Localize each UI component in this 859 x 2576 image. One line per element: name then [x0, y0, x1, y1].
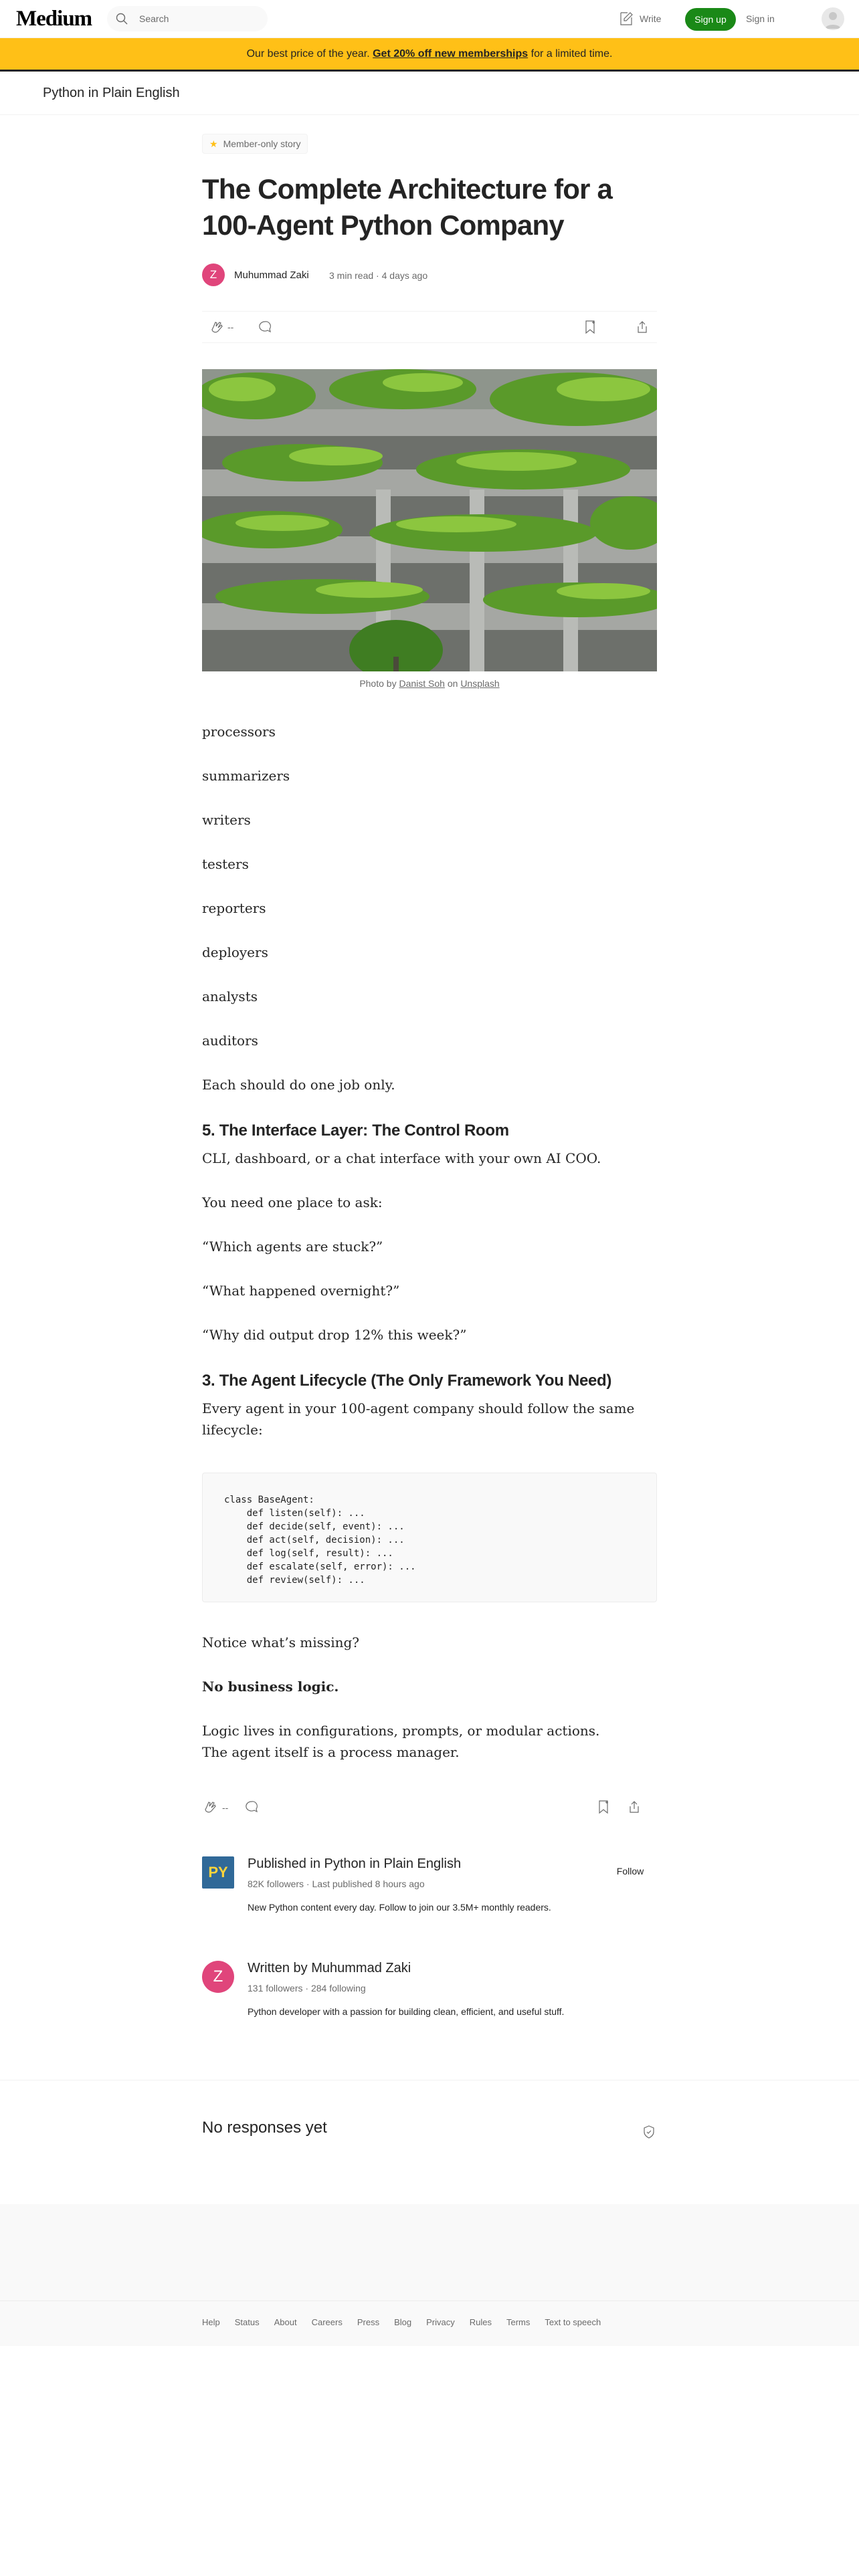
footer-link-tts[interactable]: Text to speech: [545, 2317, 601, 2327]
follow-button[interactable]: Follow: [616, 1866, 644, 1876]
role-item: analysts: [202, 988, 258, 1004]
meta-separator: ·: [304, 1879, 312, 1889]
author-name[interactable]: Muhummad Zaki: [234, 270, 309, 281]
share-icon[interactable]: [634, 319, 650, 335]
section-heading: 5. The Interface Layer: The Control Room: [202, 1121, 509, 1140]
quote-line: “Which agents are stuck?”: [202, 1239, 383, 1255]
paragraph: Every agent in your 100-agent company should follow the same lifecycle:: [202, 1400, 635, 1438]
quote-line: “What happened overnight?”: [202, 1283, 400, 1299]
article-title: The Complete Architecture for a 100-Agent Python Company: [202, 173, 613, 241]
unsplash-link[interactable]: Unsplash: [460, 678, 500, 689]
footer-link-privacy[interactable]: Privacy: [426, 2317, 455, 2327]
promo-suffix: for a limited time.: [528, 48, 613, 60]
promo-link[interactable]: Get 20% off new memberships: [373, 48, 529, 60]
article-action-bar: [202, 311, 657, 343]
bookmark-icon[interactable]: [595, 1799, 611, 1815]
publication-name[interactable]: Python in Plain English: [43, 86, 180, 100]
footer-link-status[interactable]: Status: [234, 2317, 260, 2327]
shield-icon[interactable]: [641, 2124, 657, 2140]
footer-link-careers[interactable]: Careers: [311, 2317, 343, 2327]
paragraph: Notice what’s missing?: [202, 1634, 359, 1650]
clap-count: --: [227, 322, 234, 332]
paragraph: CLI, dashboard, or a chat interface with your own AI COO.: [202, 1150, 601, 1166]
role-item: writers: [202, 812, 251, 828]
role-item: testers: [202, 856, 249, 872]
publication-logo[interactable]: PY: [202, 1856, 234, 1889]
comment-icon[interactable]: [257, 319, 273, 335]
footer-link-rules[interactable]: Rules: [469, 2317, 492, 2327]
author-card-title[interactable]: Written by Muhummad Zaki: [248, 1961, 411, 1975]
clap-count: --: [222, 1802, 229, 1813]
author-followers[interactable]: 131 followers: [248, 1983, 303, 1994]
clap-icon[interactable]: [209, 319, 225, 335]
footer: [0, 2300, 859, 2346]
role-item: reporters: [202, 900, 266, 916]
hero-image: [202, 369, 657, 671]
footer-link-about[interactable]: About: [274, 2317, 297, 2327]
author-description: Python developer with a passion for building clean, efficient, and useful stuff.: [248, 2006, 565, 2017]
quote-line: “Why did output drop 12% this week?”: [202, 1327, 467, 1343]
publication-bar: [0, 72, 859, 115]
article-meta: [329, 270, 427, 281]
medium-logo[interactable]: Medium: [16, 7, 92, 31]
paragraph: Logic lives in configurations, prompts, or modular actions.: [202, 1723, 600, 1739]
author-card-avatar[interactable]: Z: [202, 1961, 234, 1993]
promo-prefix: Our best price of the year.: [246, 48, 373, 60]
role-item: processors: [202, 724, 276, 740]
footer-link-help[interactable]: Help: [202, 2317, 220, 2327]
meta-separator: ·: [373, 270, 382, 281]
footer-links: [202, 2317, 601, 2327]
responses-title: No responses yet: [202, 2119, 327, 2137]
bookmark-icon[interactable]: [582, 319, 598, 335]
author-card: [202, 1961, 657, 2041]
publication-description: New Python content every day. Follow to join our 3.5M+ monthly readers.: [248, 1902, 551, 1913]
paragraph: Each should do one job only.: [202, 1077, 395, 1093]
author-following[interactable]: 284 following: [310, 1983, 366, 1994]
footer-link-press[interactable]: Press: [357, 2317, 380, 2327]
publication-card-title[interactable]: Published in Python in Plain English: [248, 1856, 462, 1871]
publication-followers[interactable]: 82K followers: [248, 1879, 304, 1889]
clap-icon[interactable]: [202, 1799, 218, 1815]
paragraph: The agent itself is a process manager.: [202, 1744, 460, 1760]
caption-prefix: Photo by: [359, 678, 399, 689]
role-item: summarizers: [202, 768, 290, 784]
role-item: auditors: [202, 1033, 258, 1049]
user-icon: [822, 7, 844, 30]
read-time: 3 min read: [329, 270, 374, 281]
caption-mid: on: [444, 678, 461, 689]
promo-banner[interactable]: [0, 38, 859, 72]
last-published: Last published 8 hours ago: [312, 1879, 425, 1889]
footer-link-blog[interactable]: Blog: [394, 2317, 412, 2327]
bottom-action-bar: [202, 1798, 657, 1819]
author-avatar[interactable]: Z: [202, 263, 225, 286]
search-input[interactable]: [107, 6, 268, 31]
search-icon: [115, 12, 128, 25]
publish-date: 4 days ago: [381, 270, 428, 281]
photographer-link[interactable]: Danist Soh: [399, 678, 445, 689]
section-heading: 3. The Agent Lifecycle (The Only Framework You Need): [202, 1372, 612, 1390]
user-avatar[interactable]: [822, 7, 844, 30]
publication-card-meta: [248, 1879, 425, 1889]
top-nav: [0, 0, 859, 38]
signin-link[interactable]: Sign in: [746, 13, 775, 24]
code-block: class BaseAgent: def listen(self): ... def decide(self, event): ... def act(self, decision): ... def log(self, result): ... def escalate(self, error): ... def review(self): ...: [202, 1473, 657, 1602]
member-only-badge: [202, 134, 308, 154]
member-only-label: Member-only story: [223, 138, 301, 149]
star-icon: ★: [209, 138, 218, 149]
search-placeholder: Search: [139, 13, 169, 24]
paragraph: You need one place to ask:: [202, 1194, 383, 1210]
publication-card: [202, 1856, 657, 1937]
signup-button[interactable]: Sign up: [685, 8, 736, 31]
write-icon: [618, 11, 634, 27]
author-card-meta: [248, 1983, 366, 1994]
write-label: Write: [640, 13, 662, 24]
comment-icon[interactable]: [244, 1799, 260, 1815]
image-caption: [202, 678, 657, 689]
building-image: [202, 369, 657, 671]
meta-separator: ·: [302, 1983, 311, 1994]
share-icon[interactable]: [626, 1799, 642, 1815]
footer-link-terms[interactable]: Terms: [506, 2317, 531, 2327]
role-item: deployers: [202, 944, 268, 960]
paragraph-bold: No business logic.: [202, 1679, 339, 1695]
